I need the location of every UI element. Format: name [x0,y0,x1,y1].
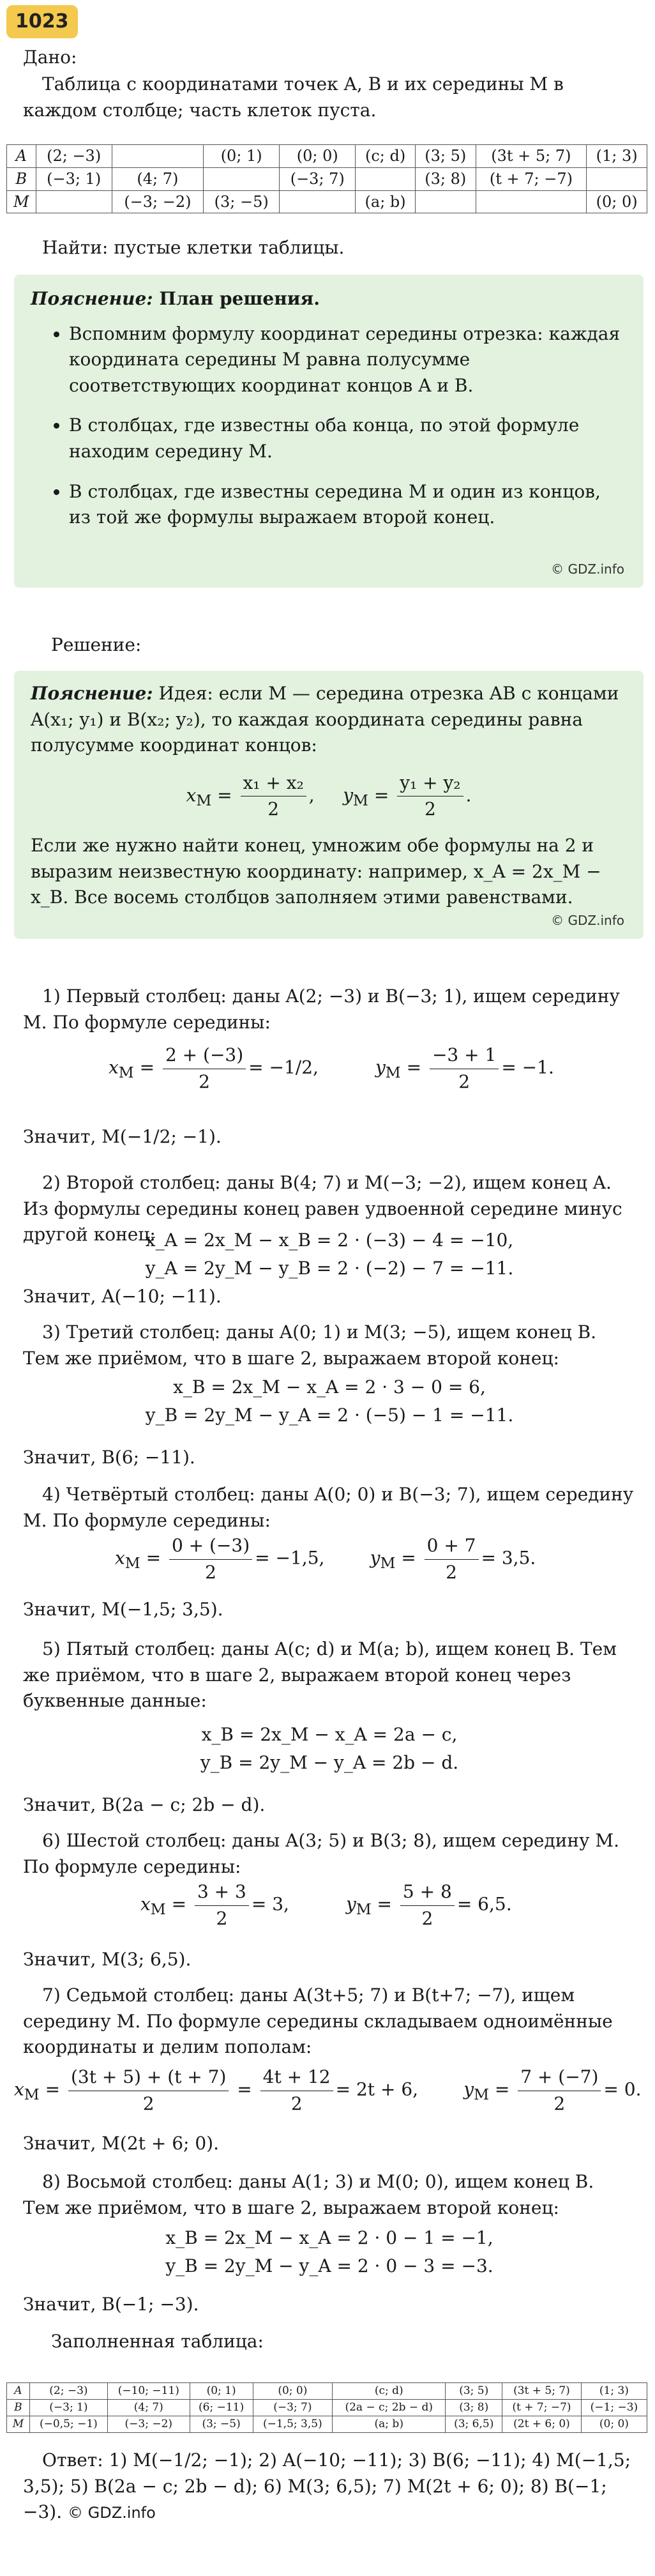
table-cell: (−3; 1) [29,2400,107,2416]
idea-text: Пояснение: Идея: если M — середина отрезка AB с концами A(x₁; y₁) и B(x₂; y₂), то каждая координата середины равна полусумме координат концов: [31,683,619,756]
row-header-cell: A [7,145,36,168]
table-cell: (6; −11) [190,2400,253,2416]
step-8-eq-1: x_B = 2x_M − x_A = 2 · 0 − 1 = −1, [165,2227,493,2248]
table-cell: (−3; −2) [108,2416,190,2433]
step-6-formula: $x_M$ = $\frac{3 + 3}{2}$ = 3, $y_M$ = $\frac{5 + 8}{2}$ = 6,5. [140,1879,512,1932]
watermark: © GDZ.info [551,561,624,577]
table-row [7,2416,647,2433]
data-table [6,144,647,213]
table-cell: (3; 5) [446,2383,502,2400]
plan-title: Пояснение: План решения. [31,288,320,309]
step-4-conclusion: Значит, M(−1,5; 3,5). [23,1599,223,1620]
table-row [7,145,647,168]
step-8-text: 8) Восьмой столбец: даны A(1; 3) и M(0; 0), ищем конец B. Тем же приёмом, что в шаге 2, выражаем второй конец: [23,2171,594,2218]
table-cell: (0; 0) [280,145,356,168]
step-5-eq-2: y_B = 2y_M − y_A = 2b − d. [200,1752,459,1773]
table-cell: (1; 3) [581,2383,647,2400]
table-cell: (4; 7) [112,167,203,190]
step-3-text: 3) Третий столбец: даны A(0; 1) и M(3; −5), ищем конец B. Тем же приёмом, что в шаге 2, выражаем второй конец: [23,1322,597,1369]
table-cell: (0; 1) [190,2383,253,2400]
idea-text-2: Если же нужно найти конец, умножим обе формулы на 2 и выразим неизвестную координату: например, x_A = 2x_M − x_B. Все восемь столбцов заполняем этими равенствами. [31,834,601,908]
table-cell: (t + 7; −7) [476,167,587,190]
step-3-conclusion: Значит, B(6; −11). [23,1447,195,1468]
step-1-formula: $x_M$ = $\frac{2 + (-3)}{2}$ = −1/2, $y_M$ = $\frac{-3 + 1}{2}$ = −1. [109,1042,554,1095]
step-2-eq-2: y_A = 2y_M − y_B = 2 · (−2) − 7 = −11. [145,1258,514,1279]
table-cell: (3t + 5; 7) [502,2383,582,2400]
table-cell: (3; −5) [204,190,280,213]
table-cell [356,167,416,190]
plan-box [14,275,644,588]
row-header-cell: B [7,167,36,190]
answer-text: Ответ: 1) M(−1/2; −1); 2) A(−10; −11); 3) B(6; −11); 4) M(−1,5; 3,5); 5) B(2a − c; 2b − d); 6) M(3; 6,5); 7) M(2t + 6; 0); 8) B(−1; −3). © GDZ.info [23,2450,631,2523]
step-2-text: 2) Второй столбец: даны B(4; 7) и M(−3; −2), ищем конец A. Из формулы середины конец равен удвоенной середине минус другой конец: [23,1172,622,1246]
step-3-eq-1: x_B = 2x_M − x_A = 2 · 3 − 0 = 6, [173,1376,486,1398]
table-cell: (−3; 7) [253,2400,333,2416]
row-header-cell: A [7,2383,30,2400]
table-cell [36,190,112,213]
plan-item: • В столбцах, где известны середина M и один из концов, из той же формулы выражаем второй конец. [69,479,627,531]
table-row [7,2383,647,2400]
table-cell: (2; −3) [29,2383,107,2400]
table-cell: (3; −5) [190,2416,253,2433]
table-cell [415,190,476,213]
step-5-conclusion: Значит, B(2a − c; 2b − d). [23,1794,266,1815]
idea-formula: $x_M$ = $\frac{\text{x₁ + x₂}}{2}$ , $y_M$ = $\frac{\text{y₁ + y₂}}{2}$ . [31,770,627,823]
table-cell: (−1; −3) [581,2400,647,2416]
table-cell: (3; 8) [446,2400,502,2416]
watermark: © GDZ.info [551,913,624,928]
step-4-formula: $x_M$ = $\frac{0 + (-3)}{2}$ = −1,5, $y_M$ = $\frac{0 + 7}{2}$ = 3,5. [115,1533,536,1585]
table-cell [204,167,280,190]
table-cell: (−1,5; 3,5) [253,2416,333,2433]
table-cell: (2; −3) [36,145,112,168]
table-cell: (0; 0) [581,2416,647,2433]
step-7-conclusion: Значит, M(2t + 6; 0). [23,2133,219,2154]
table-cell [587,167,647,190]
step-5-eq-1: x_B = 2x_M − x_A = 2a − c, [201,1724,458,1745]
table-cell [112,145,203,168]
table-cell: (2t + 6; 0) [502,2416,582,2433]
row-header-cell: M [7,190,36,213]
step-6-text: 6) Шестой столбец: даны A(3; 5) и B(3; 8), ищем середину M. По формуле середины: [23,1830,619,1877]
table-cell: (0; 0) [253,2383,333,2400]
solution-label: Решение: [51,634,142,655]
table-cell: (t + 7; −7) [502,2400,582,2416]
step-3-eq-2: y_B = 2y_M − y_A = 2 · (−5) − 1 = −11. [145,1405,514,1426]
table-row [7,2400,647,2416]
table-cell: (a; b) [356,190,416,213]
table-cell: (c; d) [356,145,416,168]
table-cell: (−10; −11) [108,2383,190,2400]
table-row [7,167,647,190]
step-1-text: 1) Первый столбец: даны A(2; −3) и B(−3; 1), ищем середину M. По формуле середины: [23,986,620,1033]
problem-number-badge: 1023 [6,5,78,38]
table-cell: (3; 5) [415,145,476,168]
table-cell: (−0,5; −1) [29,2416,107,2433]
step-1-conclusion: Значит, M(−1/2; −1). [23,1126,222,1147]
given-label: Дано: [23,47,77,68]
footer-watermark: © GDZ.info [68,2504,156,2522]
table-cell: (4; 7) [108,2400,190,2416]
table-cell: (a; b) [333,2416,446,2433]
step-6-conclusion: Значит, M(3; 6,5). [23,1949,192,1970]
plan-item: • Вспомним формулу координат середины отрезка: каждая координата середины M равна полусумме соответствующих координат концов A и B. [69,321,627,399]
step-7-text: 7) Седьмой столбец: даны A(3t+5; 7) и B(t+7; −7), ищем середину M. По формуле середины складываем одноимённые координаты и делим пополам: [23,1985,613,2058]
step-8-eq-2: y_B = 2y_M − y_A = 2 · 0 − 3 = −3. [165,2255,493,2276]
step-8-conclusion: Значит, B(−1; −3). [23,2294,199,2315]
idea-box [14,671,644,939]
table-cell: (3; 6,5) [446,2416,502,2433]
table-cell: (−3; −2) [112,190,203,213]
table-cell [280,190,356,213]
plan-list [31,321,627,531]
step-5-text: 5) Пятый столбец: даны A(c; d) и M(a; b), ищем конец B. Тем же приёмом, что в шаге 2, выражаем второй конец через буквенные данные: [23,1638,617,1712]
table-cell: (0; 1) [204,145,280,168]
table-cell: (c; d) [333,2383,446,2400]
step-4-text: 4) Четвёртый столбец: даны A(0; 0) и B(−3; 7), ищем середину M. По формуле середины: [23,1484,634,1531]
table-cell: (0; 0) [587,190,647,213]
filled-table-label: Заполненная таблица: [51,2331,264,2352]
step-2-conclusion: Значит, A(−10; −11). [23,1286,222,1307]
table-cell: (−3; 1) [36,167,112,190]
row-header-cell: B [7,2400,30,2416]
find-text: Найти: пустые клетки таблицы. [42,237,345,258]
plan-item: • В столбцах, где известны оба конца, по этой формуле находим середину M. [69,413,627,464]
step-2-eq-1: x_A = 2x_M − x_B = 2 · (−3) − 4 = −10, [145,1230,514,1251]
intro-text: Таблица с координатами точек A, B и их середины M в каждом столбце; часть клеток пуста. [23,73,564,121]
table-cell: (1; 3) [587,145,647,168]
filled-table [6,2382,647,2433]
row-header-cell: M [7,2416,30,2433]
table-cell: (3t + 5; 7) [476,145,587,168]
table-cell: (2a − c; 2b − d) [333,2400,446,2416]
step-7-formula: $x_M$ = $\frac{(3t + 5) + (t + 7)}{2}$ = $\frac{4t + 12}{2}$ = 2t + 6, $y_M$ = $\frac{7 + (-7)}{2}$ = 0. [14,2064,642,2117]
table-cell [476,190,587,213]
table-cell: (−3; 7) [280,167,356,190]
table-row [7,190,647,213]
table-cell: (3; 8) [415,167,476,190]
